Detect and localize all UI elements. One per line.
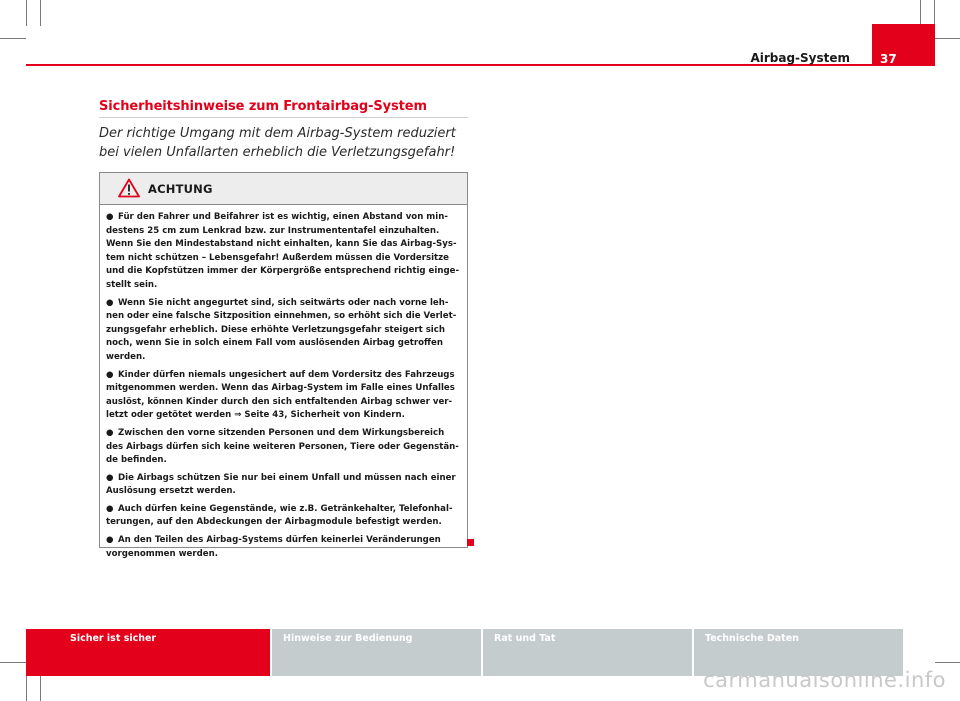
crop-mark	[40, 0, 41, 26]
section-title: Airbag-System	[750, 51, 850, 65]
watermark-text: carmanualsonline.info	[703, 668, 946, 692]
warning-item-text: An den Teilen des Airbag-Systems dürfen keinerlei Veränderungen vorgenommen werden.	[106, 535, 441, 559]
intro-text: Der richtige Umgang mit dem Airbag-System reduziert bei vielen Unfallarten erheblich die Verletzungsgefahr!	[99, 126, 456, 160]
crop-mark	[26, 676, 27, 701]
crop-mark	[0, 38, 26, 39]
crop-mark	[0, 662, 26, 663]
page-number: 37	[880, 52, 897, 66]
warning-item-text: Die Airbags schützen Sie nur bei einem Unfall und müssen nach einer Auslösung ersetzt werden.	[106, 472, 456, 497]
chapter-tab-hinweise-zur-bedienung[interactable]	[272, 629, 481, 676]
page-heading: Sicherheitshinweise zum Frontairbag-System	[99, 99, 427, 114]
crop-mark	[935, 662, 960, 663]
heading-divider	[99, 117, 468, 118]
warning-item	[106, 297, 461, 365]
bullet-icon: ●	[106, 427, 114, 438]
crop-mark	[920, 0, 921, 26]
warning-item	[106, 211, 461, 293]
warning-box	[99, 172, 468, 559]
section-end-marker	[467, 539, 474, 546]
warning-item-text: Für den Fahrer und Beifahrer ist es wichtig, einen Abstand von mindestens 25 cm zum Lenkrad bzw. zur Instrumententafel einzuhalten. Wenn Sie den Mindestabstand nicht einhalten, kann Sie das Airbag-System nicht schützen – Lebensgefahr! Außerdem müssen die Vordersitze und die Kopfstützen immer der Körpergröße entsprechend richtig eingestellt sein.	[106, 212, 460, 290]
warning-title: ACHTUNG	[148, 182, 213, 196]
warning-list	[100, 205, 467, 561]
bullet-icon: ●	[106, 297, 114, 308]
warning-item	[106, 534, 461, 561]
crop-mark	[935, 38, 960, 39]
crop-mark	[934, 0, 935, 26]
warning-item	[106, 427, 461, 468]
warning-item-text: Kinder dürfen niemals ungesichert auf dem Vordersitz des Fahrzeugs mitgenommen werden. Wenn das Airbag-System im Falle eines Unfalles auslöst, können Kinder durch den sich entfaltenden Airbag schwer verletzt oder getötet werden ⇒ Seite 43, Sicherheit von Kindern.	[106, 369, 455, 421]
crop-mark	[26, 0, 27, 26]
chapter-tab-label: Hinweise zur Bedienung	[283, 633, 413, 644]
bullet-icon: ●	[106, 503, 114, 514]
warning-item	[106, 472, 461, 499]
bullet-icon: ●	[106, 472, 114, 483]
warning-header	[100, 173, 467, 205]
chapter-tab-label: Sicher ist sicher	[70, 633, 157, 644]
warning-item	[106, 369, 461, 423]
warning-item	[106, 503, 461, 530]
crop-mark	[40, 676, 41, 701]
warning-item-text: Wenn Sie nicht angegurtet sind, sich seitwärts oder nach vorne lehnen oder eine falsche Sitzposition einnehmen, so erhöht sich die Verletzungsgefahr erheblich. Diese erhöhte Verletzungsgefahr steigert sich noch, wenn Sie in solch einem Fall vom auslösenden Airbag getroffen werden.	[106, 297, 457, 362]
chapter-tab-sicher-ist-sicher[interactable]	[26, 629, 270, 676]
warning-triangle-icon	[118, 178, 140, 198]
bullet-icon: ●	[106, 369, 114, 380]
chapter-tab-label: Rat und Tat	[494, 633, 556, 644]
warning-item-text: Zwischen den vorne sitzenden Personen und dem Wirkungsbereich des Airbags dürfen sich keine weiteren Personen, Tiere oder Gegenstände befinden.	[106, 427, 459, 466]
chapter-tab-label: Technische Daten	[705, 633, 799, 644]
warning-item-text: Auch dürfen keine Gegenstände, wie z.B. Getränkehalter, Telefonhalterungen, auf den Abdeckungen der Airbagmodule befestigt werden.	[106, 503, 453, 528]
bullet-icon: ●	[106, 212, 114, 222]
bullet-icon: ●	[106, 535, 114, 546]
chapter-tab-rat-und-tat[interactable]	[483, 629, 692, 676]
